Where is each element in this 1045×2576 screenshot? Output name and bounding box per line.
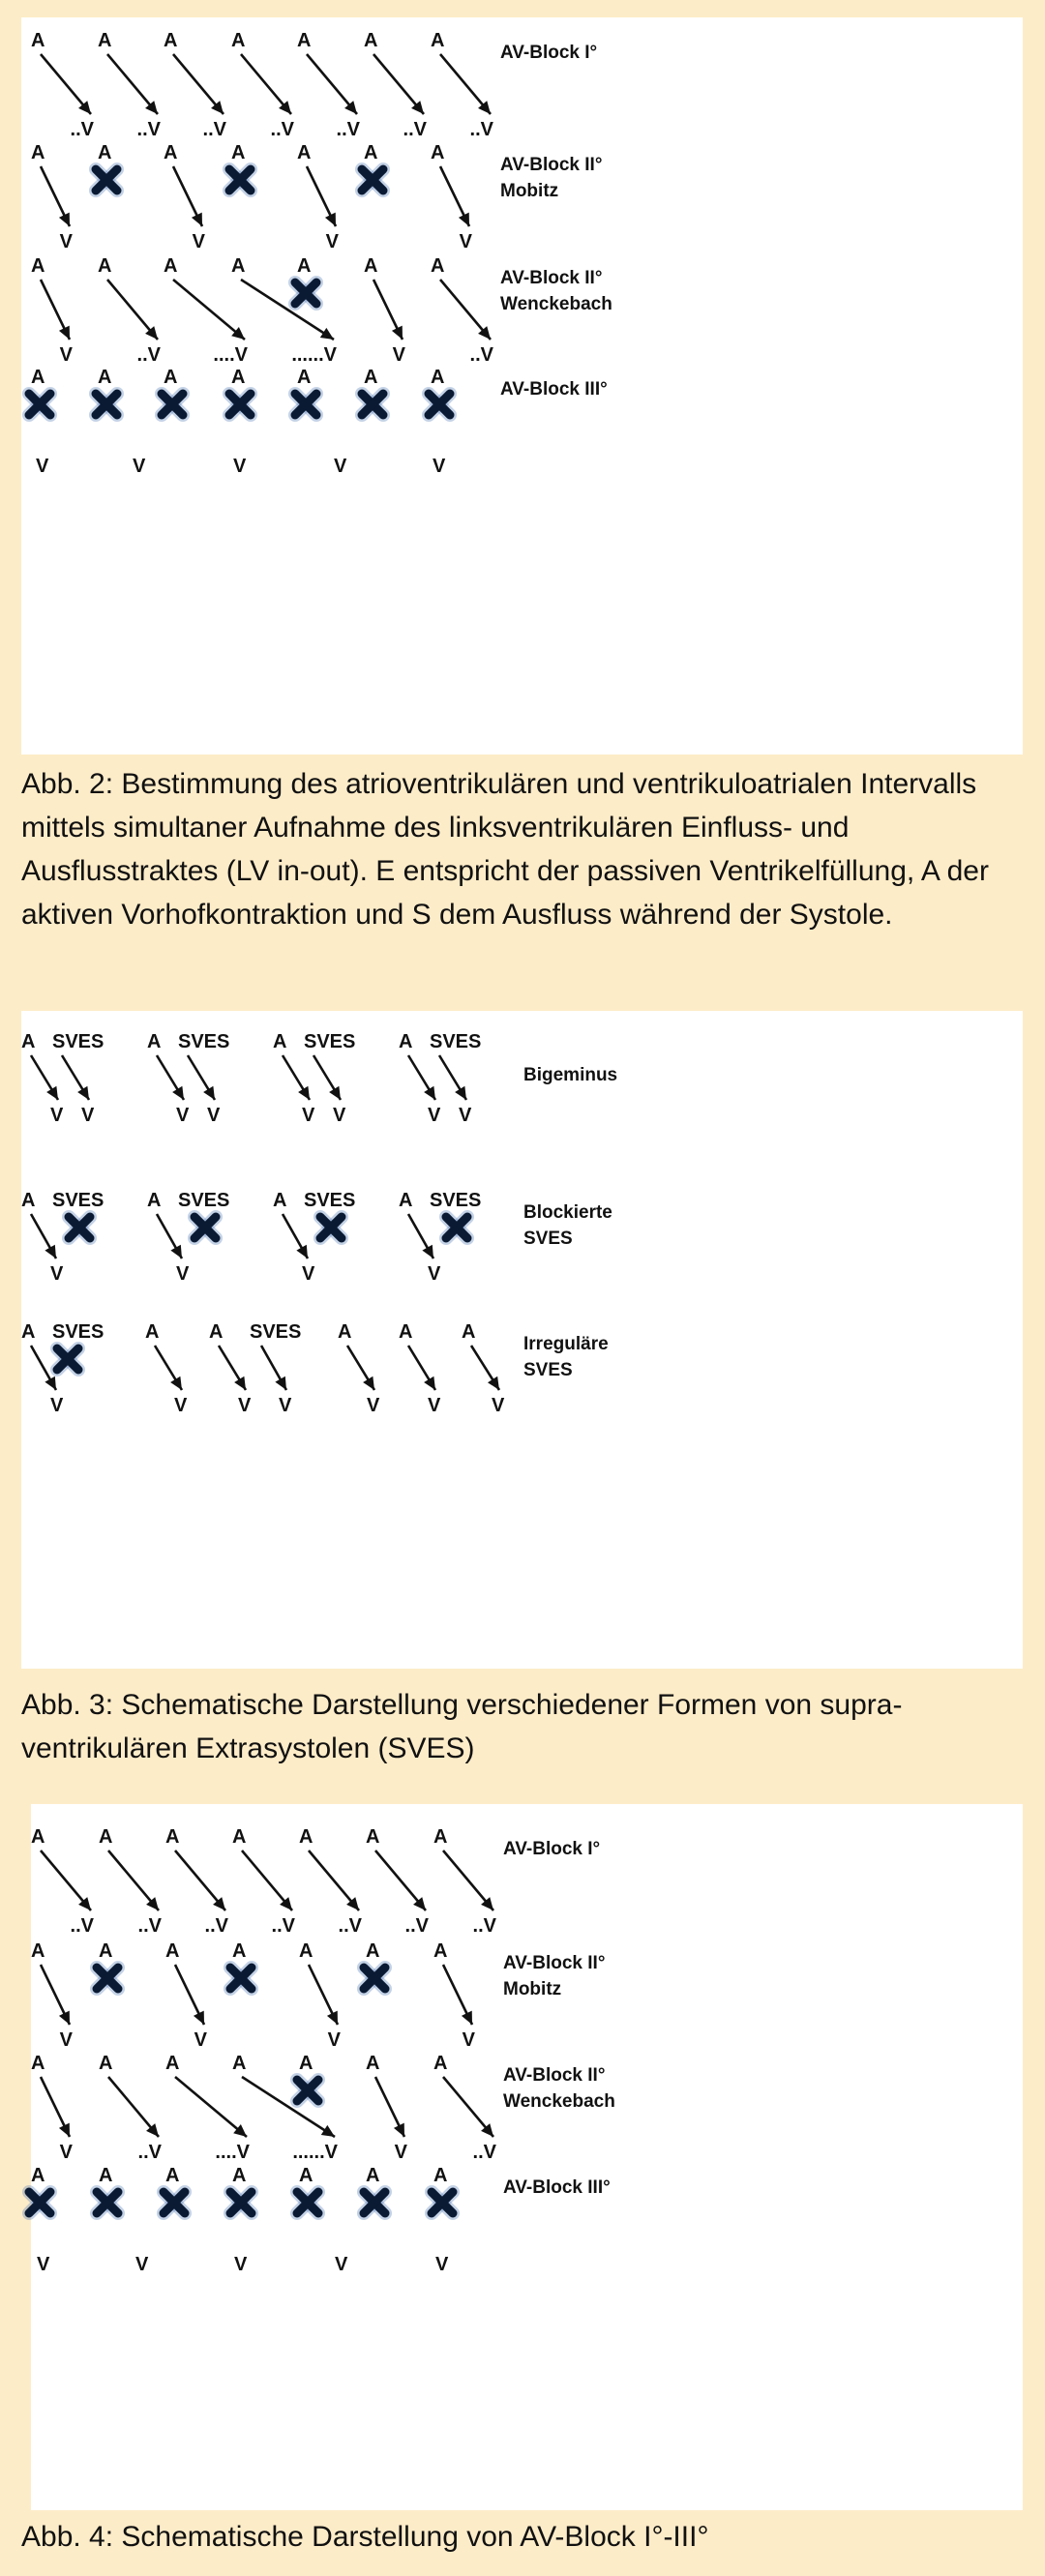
atrium-label: A — [31, 2053, 45, 2074]
conduction-arrow — [261, 1346, 286, 1390]
conduction-arrow — [309, 1965, 338, 2025]
atrium-label: A — [366, 1826, 380, 1848]
ventricle-label: V — [135, 2254, 149, 2275]
figure-abb3-caption: Abb. 3: Schematische Darstellung verschiedener Formen von supraventrikulären Extrasystolen (SVES) — [21, 1689, 903, 1764]
atrium-label: A — [232, 2165, 247, 2186]
ventricle-label: ....V — [213, 344, 248, 366]
atrium-label: A — [98, 367, 112, 388]
row-label: Mobitz — [500, 181, 559, 201]
ventricle-label: ..V — [70, 1915, 94, 1937]
ventricle-label: V — [194, 2029, 207, 2051]
ventricle-label: ..V — [136, 344, 161, 366]
atrium-label: A — [165, 1940, 180, 1962]
row-label: AV-Block III° — [503, 2177, 611, 2198]
conduction-arrow — [108, 1851, 159, 1910]
block-x-icon — [230, 2192, 252, 2213]
atrium-label: A — [433, 2165, 448, 2186]
block-x-icon — [96, 394, 117, 415]
conduction-arrow — [173, 166, 202, 226]
ventricle-label: V — [334, 456, 347, 477]
atrium-label: A — [299, 2165, 314, 2186]
ventricle-label: ..V — [70, 119, 94, 140]
figure-abb4-caption: Abb. 4: Schematische Darstellung von AV-Block I°-III° — [21, 2521, 709, 2553]
ventricle-label: V — [81, 1105, 95, 1126]
ventricle-label: ..V — [338, 1915, 362, 1937]
conduction-arrow — [31, 1214, 56, 1258]
block-x-icon — [69, 1217, 90, 1238]
ventricle-label: V — [302, 1263, 315, 1285]
ventricle-label: ..V — [469, 344, 493, 366]
conduction-arrow — [440, 280, 491, 340]
conduction-arrow — [283, 1055, 310, 1100]
conduction-arrow — [307, 166, 336, 226]
block-x-icon — [320, 1217, 342, 1238]
atrium-label: A — [165, 2165, 180, 2186]
atrium-label: A — [366, 1940, 380, 1962]
ventricle-label: V — [176, 1105, 190, 1126]
atrium-label: A — [297, 142, 312, 163]
conduction-arrow — [373, 54, 424, 114]
row-label: SVES — [523, 1229, 573, 1249]
conduction-arrow — [62, 1055, 89, 1100]
sves-label: SVES — [430, 1190, 482, 1211]
block-x-icon — [162, 394, 183, 415]
ventricle-label: V — [333, 1105, 346, 1126]
atrium-label: A — [431, 142, 445, 163]
ventricle-label: V — [327, 2029, 341, 2051]
ventricle-label: V — [174, 1395, 188, 1416]
atrium-label: A — [164, 142, 178, 163]
sves-label: SVES — [52, 1031, 104, 1052]
ventricle-label: V — [133, 456, 146, 477]
block-x-icon — [57, 1348, 78, 1370]
atrium-label: A — [98, 255, 112, 277]
block-x-icon — [97, 1968, 118, 1989]
block-x-icon — [364, 1968, 385, 1989]
atrium-label: A — [231, 255, 246, 277]
conduction-arrow — [41, 1965, 70, 2025]
ventricle-label: V — [367, 1395, 380, 1416]
atrium-label: A — [364, 142, 378, 163]
row-label: Wenckebach — [500, 294, 612, 314]
conduction-arrow — [41, 166, 70, 226]
block-x-icon — [297, 2080, 318, 2101]
block-x-icon — [97, 2192, 118, 2213]
conduction-arrow — [175, 1965, 204, 2025]
sves-label: SVES — [52, 1321, 104, 1343]
block-x-icon — [446, 1217, 467, 1238]
ventricle-label: ..V — [403, 119, 427, 140]
row-label: SVES — [523, 1360, 573, 1380]
sves-label: SVES — [250, 1321, 302, 1343]
conduction-arrow — [471, 1346, 499, 1390]
row-label: AV-Block II° — [500, 268, 603, 288]
ventricle-label: ..V — [469, 119, 493, 140]
atrium-label: A — [164, 255, 178, 277]
figure-abb3-diagram — [21, 1011, 1023, 1669]
conduction-arrow — [241, 54, 291, 114]
block-x-icon — [29, 2192, 50, 2213]
atrium-label: A — [209, 1321, 224, 1343]
block-x-icon — [96, 169, 117, 191]
atrium-label: A — [98, 30, 112, 51]
ventricle-label: V — [50, 1263, 64, 1285]
row-label: Mobitz — [503, 1979, 562, 1999]
atrium-label: A — [366, 2053, 380, 2074]
conduction-arrow — [440, 54, 491, 114]
atrium-label: A — [31, 142, 45, 163]
conduction-arrow — [175, 2077, 247, 2137]
atrium-label: A — [31, 1940, 45, 1962]
figure-abb4-diagram — [31, 1804, 1023, 2510]
atrium-label: A — [31, 367, 45, 388]
conduction-arrow — [440, 166, 469, 226]
block-x-icon — [362, 394, 383, 415]
ventricle-label: V — [176, 1263, 190, 1285]
figure-abb4-panel — [31, 1804, 1023, 2510]
atrium-label: A — [99, 1940, 113, 1962]
figure-abb2-caption: Abb. 2: Bestimmung des atrioventrikulären und ventrikuloatrialen Intervalls mittels simultaner Aufnahme des linksventrikulären Einfluss- und Ausflusstraktes (LV in-out). E entspricht der passiven Ventrikelfüllung, A der aktiven Vorhofkontraktion und S dem Ausfluss während der Systole. — [21, 768, 989, 931]
atrium-label: A — [99, 2053, 113, 2074]
conduction-arrow — [408, 1055, 435, 1100]
atrium-label: A — [31, 255, 45, 277]
ventricle-label: V — [428, 1263, 441, 1285]
atrium-label: A — [232, 2053, 247, 2074]
atrium-label: A — [366, 2165, 380, 2186]
row-label: Irreguläre — [523, 1334, 609, 1354]
block-x-icon — [432, 2192, 453, 2213]
block-x-icon — [230, 1968, 252, 1989]
ventricle-label: V — [433, 456, 446, 477]
atrium-label: A — [364, 367, 378, 388]
atrium-label: A — [231, 30, 246, 51]
row-label: Bigeminus — [523, 1065, 618, 1085]
atrium-label: A — [231, 142, 246, 163]
atrium-label: A — [462, 1321, 476, 1343]
atrium-label: A — [297, 30, 312, 51]
conduction-arrow — [173, 280, 245, 340]
ventricle-label: V — [37, 2254, 50, 2275]
ventricle-label: V — [462, 2029, 475, 2051]
conduction-arrow — [41, 54, 91, 114]
atrium-label: A — [232, 1940, 247, 1962]
ventricle-label: ..V — [137, 2142, 162, 2163]
ventricle-label: V — [50, 1395, 64, 1416]
ventricle-label: ..V — [136, 119, 161, 140]
block-x-icon — [229, 394, 251, 415]
conduction-arrow — [309, 1851, 359, 1910]
row-label: AV-Block II° — [503, 2065, 606, 2086]
atrium-label: A — [433, 2053, 448, 2074]
atrium-label: A — [164, 367, 178, 388]
conduction-arrow — [307, 54, 357, 114]
atrium-label: A — [21, 1190, 36, 1211]
ventricle-label: V — [459, 1105, 472, 1126]
atrium-label: A — [98, 142, 112, 163]
row-label: AV-Block II° — [503, 1953, 606, 1973]
ventricle-label: V — [59, 2142, 73, 2163]
atrium-label: A — [147, 1190, 162, 1211]
atrium-label: A — [297, 255, 312, 277]
figure-abb3-panel — [21, 1011, 1023, 1669]
atrium-label: A — [164, 30, 178, 51]
atrium-label: A — [364, 30, 378, 51]
sves-label: SVES — [178, 1031, 230, 1052]
atrium-label: A — [231, 367, 246, 388]
conduction-arrow — [107, 280, 158, 340]
figure-abb2-panel — [21, 17, 1023, 755]
conduction-arrow — [373, 280, 403, 340]
atrium-label: A — [399, 1321, 413, 1343]
ventricle-label: V — [59, 231, 73, 252]
conduction-arrow — [375, 1851, 426, 1910]
sves-label: SVES — [304, 1190, 356, 1211]
ventricle-label: V — [36, 456, 49, 477]
atrium-label: A — [338, 1321, 352, 1343]
atrium-label: A — [299, 1940, 314, 1962]
ventricle-label: V — [325, 231, 339, 252]
ventricle-label: V — [335, 2254, 348, 2275]
conduction-arrow — [188, 1055, 215, 1100]
atrium-label: A — [399, 1190, 413, 1211]
atrium-label: A — [273, 1031, 287, 1052]
atrium-label: A — [31, 30, 45, 51]
atrium-label: A — [433, 1940, 448, 1962]
row-label: AV-Block II° — [500, 155, 603, 175]
atrium-label: A — [399, 1031, 413, 1052]
row-label: AV-Block I° — [503, 1839, 601, 1859]
sves-label: SVES — [304, 1031, 356, 1052]
conduction-arrow — [41, 2077, 70, 2137]
conduction-arrow — [107, 54, 158, 114]
block-x-icon — [429, 394, 450, 415]
ventricle-label: ..V — [270, 119, 294, 140]
ventricle-label: ..V — [404, 1915, 429, 1937]
block-x-icon — [29, 394, 50, 415]
atrium-label: A — [431, 30, 445, 51]
ventricle-label: ..V — [202, 119, 226, 140]
ventricle-label: V — [238, 1395, 252, 1416]
ventricle-label: V — [233, 456, 247, 477]
atrium-label: A — [147, 1031, 162, 1052]
conduction-arrow — [283, 1214, 308, 1258]
conduction-arrow — [31, 1055, 58, 1100]
block-x-icon — [295, 282, 316, 304]
atrium-label: A — [273, 1190, 287, 1211]
conduction-arrow — [439, 1055, 466, 1100]
ventricle-label: V — [302, 1105, 315, 1126]
atrium-label: A — [433, 1826, 448, 1848]
ventricle-label: V — [459, 231, 472, 252]
conduction-arrow — [219, 1346, 246, 1390]
atrium-label: A — [31, 2165, 45, 2186]
conduction-arrow — [157, 1055, 184, 1100]
ventricle-label: ....V — [215, 2142, 250, 2163]
ventricle-label: V — [428, 1395, 441, 1416]
ventricle-label: ..V — [472, 1915, 496, 1937]
atrium-label: A — [364, 255, 378, 277]
conduction-arrow — [408, 1346, 435, 1390]
conduction-arrow — [108, 2077, 159, 2137]
block-x-icon — [164, 2192, 185, 2213]
atrium-label: A — [431, 255, 445, 277]
ventricle-label: ..V — [137, 1915, 162, 1937]
ventricle-label: ..V — [336, 119, 360, 140]
ventricle-label: V — [492, 1395, 505, 1416]
conduction-arrow — [242, 1851, 292, 1910]
atrium-label: A — [21, 1321, 36, 1343]
conduction-arrow — [41, 280, 70, 340]
ventricle-label: V — [234, 2254, 248, 2275]
atrium-label: A — [232, 1826, 247, 1848]
ventricle-label: V — [394, 2142, 407, 2163]
row-label: AV-Block I° — [500, 43, 598, 63]
ventricle-label: V — [207, 1105, 221, 1126]
conduction-arrow — [443, 1965, 472, 2025]
atrium-label: A — [299, 1826, 314, 1848]
figure-abb2-diagram — [21, 17, 1023, 755]
conduction-arrow — [443, 1851, 493, 1910]
conduction-arrow — [157, 1214, 182, 1258]
ventricle-label: V — [279, 1395, 292, 1416]
atrium-label: A — [99, 1826, 113, 1848]
block-x-icon — [297, 2192, 318, 2213]
atrium-label: A — [431, 367, 445, 388]
ventricle-label: V — [59, 2029, 73, 2051]
ventricle-label: ......V — [292, 2142, 338, 2163]
atrium-label: A — [297, 367, 312, 388]
conduction-arrow — [443, 2077, 493, 2137]
atrium-label: A — [299, 2053, 314, 2074]
ventricle-label: ......V — [291, 344, 337, 366]
atrium-label: A — [165, 1826, 180, 1848]
conduction-arrow — [347, 1346, 374, 1390]
conduction-arrow — [175, 1851, 225, 1910]
sves-label: SVES — [52, 1190, 104, 1211]
ventricle-label: V — [50, 1105, 64, 1126]
conduction-arrow — [155, 1346, 182, 1390]
conduction-arrow — [173, 54, 224, 114]
ventricle-label: V — [392, 344, 405, 366]
atrium-label: A — [165, 2053, 180, 2074]
atrium-label: A — [21, 1031, 36, 1052]
conduction-arrow — [408, 1214, 433, 1258]
ventricle-label: ..V — [472, 2142, 496, 2163]
sves-label: SVES — [430, 1031, 482, 1052]
ventricle-label: V — [435, 2254, 449, 2275]
ventricle-label: V — [59, 344, 73, 366]
atrium-label: A — [31, 1826, 45, 1848]
ventricle-label: V — [428, 1105, 441, 1126]
ventricle-label: ..V — [271, 1915, 295, 1937]
block-x-icon — [229, 169, 251, 191]
atrium-label: A — [99, 2165, 113, 2186]
sves-label: SVES — [178, 1190, 230, 1211]
block-x-icon — [295, 394, 316, 415]
conduction-arrow — [314, 1055, 341, 1100]
block-x-icon — [364, 2192, 385, 2213]
conduction-arrow — [41, 1851, 91, 1910]
row-label: Wenckebach — [503, 2091, 615, 2112]
row-label: AV-Block III° — [500, 379, 608, 400]
ventricle-label: ..V — [204, 1915, 228, 1937]
conduction-arrow — [375, 2077, 404, 2137]
block-x-icon — [194, 1217, 216, 1238]
atrium-label: A — [145, 1321, 160, 1343]
row-label: Blockierte — [523, 1202, 612, 1223]
ventricle-label: V — [192, 231, 205, 252]
block-x-icon — [362, 169, 383, 191]
